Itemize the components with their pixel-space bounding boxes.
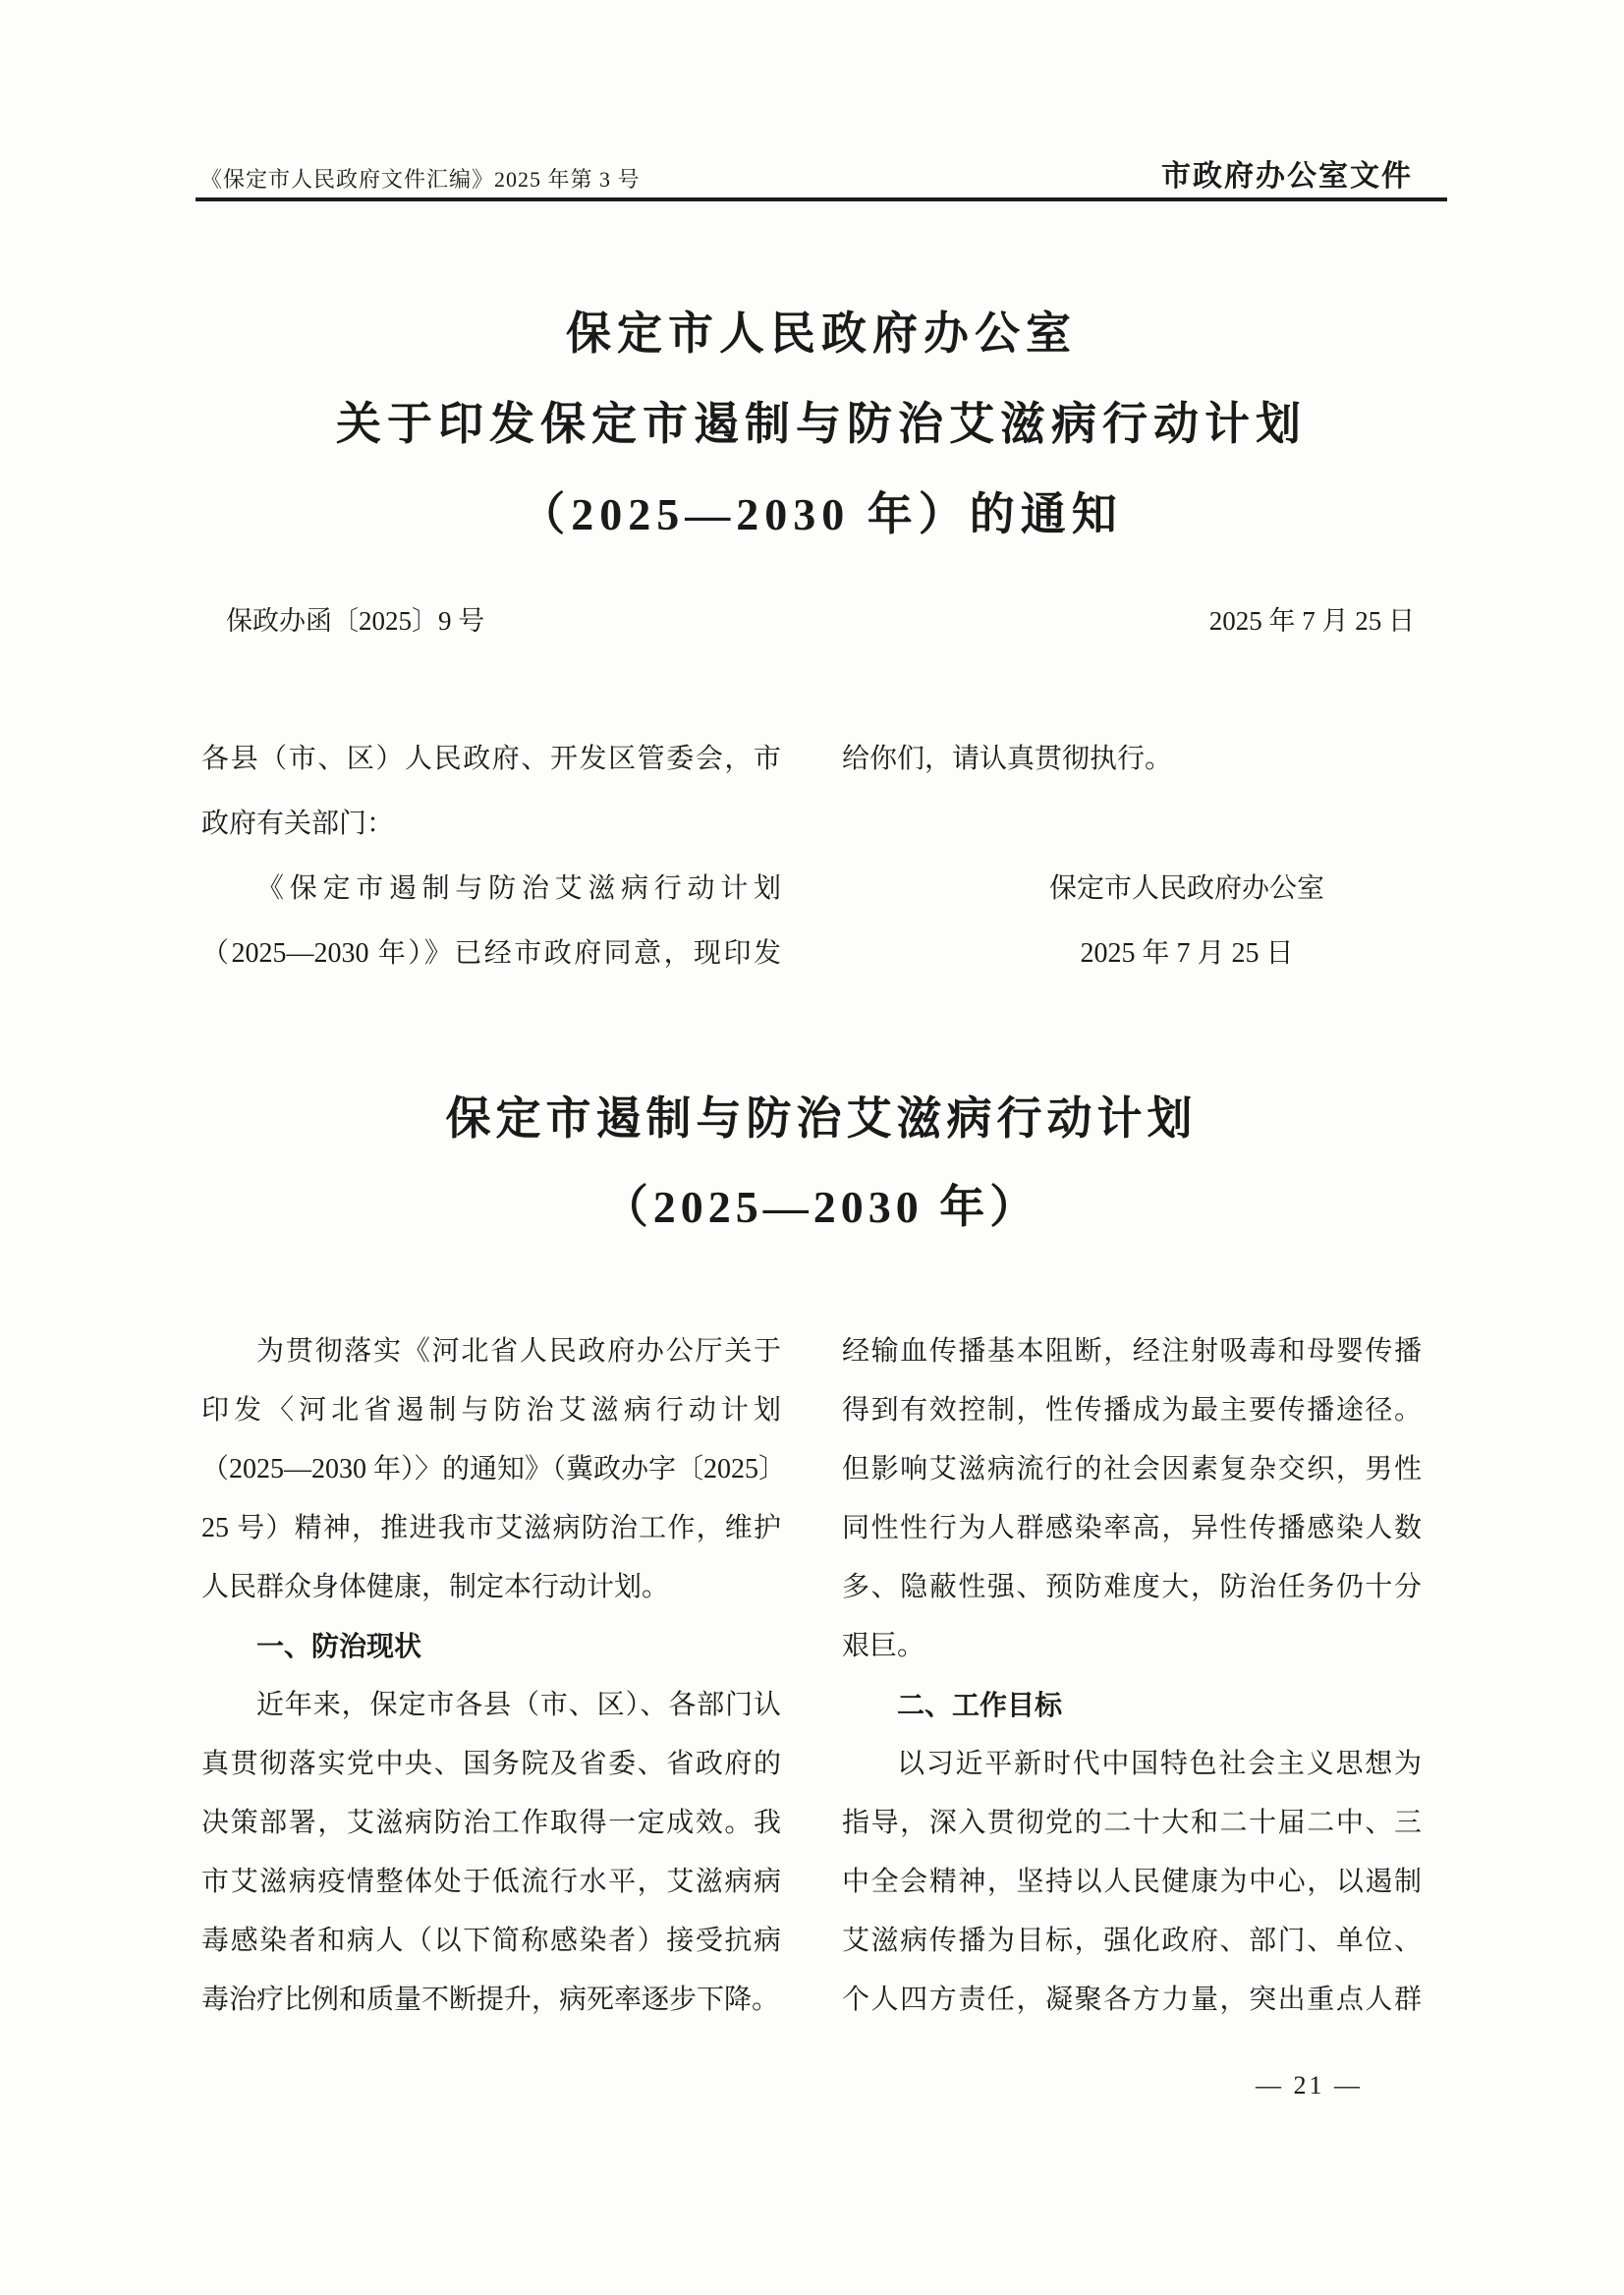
body-line: 毒治疗比例和质量不断提升，病死率逐步下降。 (201, 1985, 780, 2015)
body-line: 经输血传播基本阻断，经注射吸毒和母婴传播 (842, 1336, 1422, 1367)
doc-number: 保政办函〔2025〕9 号 (226, 606, 485, 636)
body-line: 印发〈河北省遏制与防治艾滋病行动计划 (201, 1395, 781, 1426)
plan-body-left-column (201, 1322, 787, 2030)
body-line: 得到有效控制，性传播成为最主要传播途径。 (842, 1395, 1422, 1426)
body-line: 一、防治现状 (256, 1631, 422, 1661)
body-line: 决策部署，艾滋病防治工作取得一定成效。我 (201, 1808, 781, 1838)
doc-meta-row (226, 599, 1415, 638)
body-line: 给你们，请认真贯彻执行。 (842, 744, 1173, 774)
body-line: 以习近平新时代中国特色社会主义思想为 (897, 1749, 1422, 1779)
body-line: 指导，深入贯彻党的二十大和二十届二中、三 (842, 1808, 1422, 1838)
body-line: 市艾滋病疫情整体处于低流行水平，艾滋病病 (201, 1867, 781, 1897)
body-line: 二、工作目标 (897, 1690, 1063, 1720)
body-line: 为贯彻落实《河北省人民政府办公厅关于 (256, 1336, 781, 1367)
plan-body-right-column (842, 1322, 1422, 2030)
notice-body-right-column (842, 727, 1422, 986)
notice-title-line: （2025—2030 年）的通知 (520, 489, 1123, 539)
plan-body (201, 1322, 1422, 2030)
body-line: 各县（市、区）人民政府、开发区管委会，市 (201, 744, 781, 774)
signature-block (842, 857, 1422, 986)
body-line: （2025—2030 年）〉的通知》（冀政办字〔2025〕 (201, 1454, 787, 1484)
header-divider-rule (196, 197, 1447, 201)
body-line: 同性性行为人群感染率高，异性传播感染人数 (842, 1513, 1422, 1543)
body-line: 近年来，保定市各县（市、区）、各部门认 (256, 1690, 781, 1720)
body-line: 艾滋病传播为目标，强化政府、部门、单位、 (842, 1926, 1422, 1956)
notice-body (201, 727, 1422, 986)
notice-body-right-lines (842, 727, 1422, 792)
body-line: 毒感染者和病人（以下简称感染者）接受抗病 (201, 1926, 781, 1956)
notice-title-line: 保定市人民政府办公室 (566, 308, 1077, 359)
body-line: （2025—2030 年）》已经市政府同意，现印发 (201, 938, 781, 969)
doc-date: 2025 年 7 月 25 日 (1208, 606, 1415, 636)
signature-issuer: 保定市人民政府办公室 (1048, 873, 1324, 904)
plan-title (196, 1075, 1446, 1252)
plan-title-line: 保定市遏制与防治艾滋病行动计划 (445, 1093, 1198, 1144)
plan-title-line: （2025—2030 年） (602, 1182, 1040, 1232)
body-line: 多、隐蔽性强、预防难度大，防治任务仍十分 (842, 1572, 1422, 1602)
body-line: 政府有关部门： (201, 809, 395, 839)
body-line: 真贯彻落实党中央、国务院及省委、省政府的 (201, 1749, 781, 1779)
body-line: 个人四方责任，凝聚各方力量，突出重点人群 (842, 1985, 1422, 2015)
body-line: 中全会精神，坚持以人民健康为中心，以遏制 (842, 1867, 1422, 1897)
notice-body-left-column (201, 727, 781, 986)
signature-date: 2025 年 7 月 25 日 (1080, 938, 1294, 969)
body-line: 《保定市遏制与防治艾滋病行动计划 (256, 873, 781, 904)
body-line: 25 号）精神，推进我市艾滋病防治工作，维护 (201, 1513, 781, 1543)
header-compilation-title: 《保定市人民政府文件汇编》2025 年第 3 号 (200, 167, 641, 192)
notice-title-line: 关于印发保定市遏制与防治艾滋病行动计划 (336, 399, 1307, 449)
notice-title (196, 289, 1446, 560)
page-number: — 21 — (1256, 2071, 1363, 2099)
body-line: 人民群众身体健康，制定本行动计划。 (201, 1572, 670, 1602)
body-line: 艰巨。 (842, 1631, 925, 1661)
body-line: 但影响艾滋病流行的社会因素复杂交织，男性 (842, 1454, 1422, 1484)
header-doc-category: 市政府办公室文件 (1161, 160, 1413, 193)
